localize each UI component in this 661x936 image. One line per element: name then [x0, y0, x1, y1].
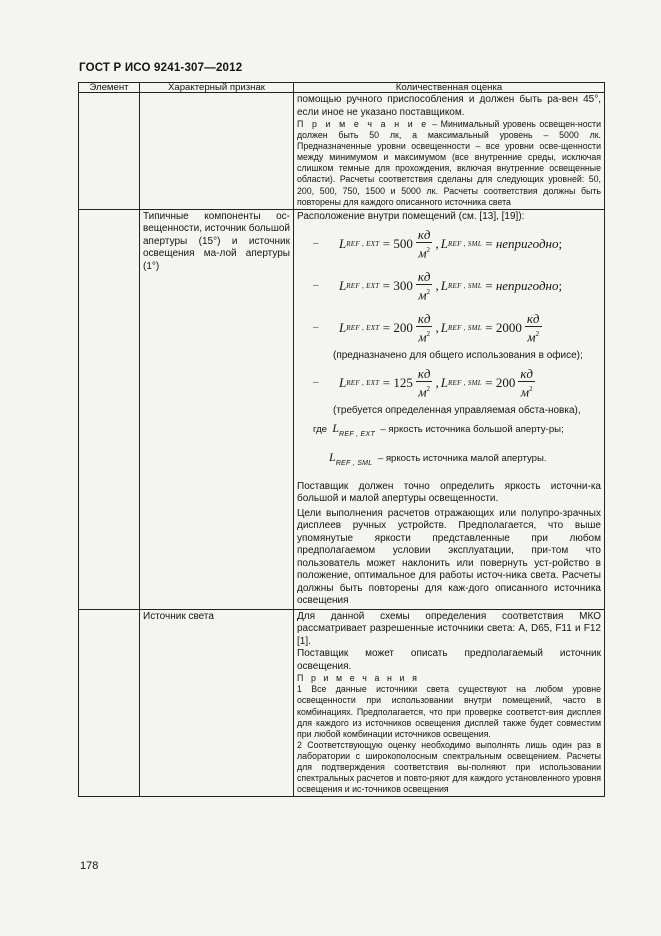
assessment-text: помощью ручного приспособления и должен быть ра-вен 45°, если иное не указано поставщиком. — [297, 94, 601, 118]
table-row — [79, 609, 605, 797]
unit-fraction: $\frac{кд}{м^2}$ — [417, 310, 431, 344]
light-source-paragraph: Для данной схемы определения соответствия МКО рассматривает разрешенные источники света: А, D65, F11 и F12 [1]. — [297, 610, 601, 647]
table-row — [79, 93, 605, 210]
cell-element — [79, 209, 140, 609]
column-header-assessment: Количественная оценка — [294, 83, 605, 93]
cell-feature — [140, 93, 294, 210]
supplier-paragraph: Поставщик должен точно определить яркость источни-ка большой и малой апертуры освещенности. — [297, 480, 601, 505]
formula-3-note: (предназначено для общего использования в офисе); — [333, 349, 583, 361]
formula-4-note: (требуется определенная управляемая обста-новка), — [333, 404, 581, 416]
note-block — [297, 119, 601, 208]
table-header-row — [79, 83, 605, 93]
unit-fraction: $\frac{кд}{м^2}$ — [417, 226, 431, 260]
unit-fraction: $\frac{кд}{м^2}$ — [520, 365, 533, 399]
table-row — [79, 209, 605, 609]
location-intro: Расположение внутри помещений (см. [13], [19]): — [297, 210, 525, 222]
requirements-table — [78, 82, 605, 797]
cell-element — [79, 609, 140, 797]
note-label: П р и м е ч а н и е — [297, 119, 429, 129]
cell-assessment — [294, 93, 605, 210]
definition-ext: где $L_{REF , EXT}$ – яркость источника большой аперту-ры; — [313, 420, 564, 438]
formula-3: – L REF , EXT = 200 $\frac{кд}{м^2}$ , L REF , SML = 2000 $\frac{кд}{м^2}$ — [313, 310, 540, 344]
unit-fraction: $\frac{кд}{м^2}$ — [417, 268, 431, 302]
notes-label: П р и м е ч а н и я — [297, 673, 420, 684]
cell-assessment — [294, 609, 605, 797]
standard-header: ГОСТ Р ИСО 9241-307—2012 — [79, 62, 243, 74]
note-text: – Минимальный уровень освещен-ности должен быть 50 лк, а максимальный уровень – 5000 лк. Предназначенные уровни освещенности – все уровни осве-щенности между минимумом и максимумом (все внутренние среды, исключая слишком темные для прохождения, включая внутренние освещенные области). Расчеты соответствия сделаны для следующих уровней: 50, 200, 500, 750, 1500 и 5000 лк. Расчеты соответствия должны быть повторены для каждого описанного источника света — [297, 119, 601, 207]
formula-1: – L REF , EXT = 500 $\frac{кд}{м^2}$ , L REF , SML = непригодно ; — [313, 226, 563, 260]
column-header-element: Элемент — [79, 83, 140, 93]
unit-fraction: $\frac{кд}{м^2}$ — [417, 365, 431, 399]
formula-2: – L REF , EXT = 300 $\frac{кд}{м^2}$ , L REF , SML = непригодно ; — [313, 268, 563, 302]
purpose-paragraph: Цели выполнения расчетов отражающих или полупро-зрачных дисплеев ручных устройств. Предполагается, что выше упомянутые яркости представленные при любом предполагаемом условии эксплуатации, при-том что пользователь может наклонить или повернуть уст-ройство в положение, оптимальное для работы источ-ника света. Расчеты должны быть повторены для каж-дого описанного источника освещения — [297, 507, 601, 607]
page-number: 178 — [80, 860, 99, 872]
cell-feature: Типичные компоненты ос-вещенности, источник большой апертуры (15°) и источник освещения ма-лой апертуры (1°) — [140, 209, 294, 609]
definition-sml: $L_{REF , SML}$ – яркость источника малой апертуры. — [329, 449, 547, 467]
formula-4: – L REF , EXT = 125 $\frac{кд}{м^2}$ , L REF , SML = 200 $\frac{кд}{м^2}$ — [313, 365, 533, 399]
column-header-feature: Характерный признак — [140, 83, 294, 93]
unit-fraction: $\frac{кд}{м^2}$ — [526, 310, 540, 344]
cell-assessment — [294, 209, 605, 609]
supplier-paragraph: Поставщик может описать предполагаемый источник освещения. — [297, 648, 601, 672]
cell-element — [79, 93, 140, 210]
cell-feature: Источник света — [140, 609, 294, 797]
note-1: 1 Все данные источники света существуют на любом уровне освещенности при использовании внутри помещений, часто в комбинациях. Предполагается, что при проверке соответст-вия дисплея для каждого из источников освещения дисплей также будет совместим при любой комбинации источников освещения. — [297, 684, 601, 739]
note-2: 2 Соответствующую оценку необходимо выполнять лишь один раз в лаборатории с широкополосным спектральным освещением. Расчеты для подтверждения соответствия вы-полняют при использовании спектральных расчетов и повто-ряют для каждого установленного уровня освещения и ис-точников освещения — [297, 739, 601, 795]
